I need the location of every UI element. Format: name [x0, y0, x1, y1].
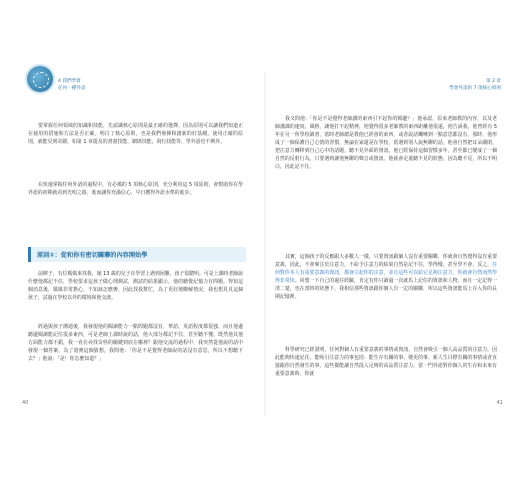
- left-running-header: [58, 78, 86, 92]
- highlighted-key-sentence: 任何對你本人有重要意義的資訊，都會引起你的注意，並且這些可以給它足夠注意力，你就會自然而然學得非常快: [275, 262, 497, 284]
- right-paragraph-2: [275, 253, 497, 301]
- left-page-number: 40: [22, 400, 29, 406]
- left-header-line2: 任何一種外語: [58, 86, 86, 91]
- right-paragraph-2-end: 。回想一下自己的過往經驗，肯定有你只讀過一次就馬上記住的資訊和人物，而且一定記得一清二楚，也在當時的狀態下，我相信那些資訊跟你個人有一定的關聯，所以這些資訊能馬上存入你的長期記憶裡。: [275, 278, 497, 300]
- left-header-line1: 4 我們學會: [58, 79, 81, 84]
- left-paragraph-1: 要掌握任何領域的知識和技能，先認識核心原則是最正確的選擇，因為原則可以讓我們知道正在使用的措施和方法是否正確。明白了核心原則，也是我們發揮和創新的好基礎。使用正確的原則，就能見到奇蹟，如第 1 章提及的書畫技能、網球技能，飛行技能等，學外語也不例外。: [28, 123, 243, 145]
- left-page: [20, 70, 265, 420]
- left-paragraph-4: 經過與孩子溝通後，我發現他的閱讀能力一點問題都沒有，華語、英語程度都很強，而且他邊聽邊閱讀能記住很多東西，可是老師上課時說的話，他大部分都記不住，甚至聽不懂。既然他其他方面能力都不錯，我一直在尋找奇怪的關鍵到底在哪裡？跟他交流的過程中，我突然從他說的話中發現一個答案，為了證實這個猜想，我問他：「你是不是覺得老師說的話沒有意思，所以不想聽下去？」他說：「是！你怎麼知道？」: [28, 324, 243, 362]
- section-heading: [28, 247, 246, 262]
- left-paragraph-2: 在快速掌握任何外語的過程中，有必備的 5 項核心原則，充分利用這 5 項原則，會幫助你在學外語的初期就看到光明之路，進而讓你充滿信心，早日獲得外語水準的進步。: [28, 182, 243, 196]
- right-page-number: 41: [496, 400, 503, 406]
- right-header-line1: 第 2 章: [485, 79, 501, 84]
- right-running-header: [449, 78, 501, 92]
- right-header-line2: 學會外語的 7 項核心原則: [449, 86, 501, 91]
- right-page: [267, 70, 507, 420]
- chapter-emblem-icon: [27, 66, 53, 92]
- right-paragraph-2-start: 其實，這個孩子的反應跟大多數人一樣，只要資訊跟個人沒有重要關聯，你就會自然覺得沒有重要意義，因此，不會專注於注意力，不給予注意力的結果自然是記不住，學得慢，甚至學不會，反之，: [275, 254, 497, 268]
- section-title: 原則①：從和你有密切關聯的內容開始學: [37, 252, 148, 259]
- right-paragraph-3: 科學研究已經證明，任何對個人有重要意義的事情或資訊，自然會吸引一個人高品質的注意力，因此能夠快速記住。能吸引注意力的事包括：能生存有關的事、變更的事、新人生目標有關的事情或者直接跟你自然發生的事，這些都能讓自然投入足夠的高品質注意力，當一門外語對你個人的生存和未來有重要意義時，你就: [275, 347, 497, 377]
- right-paragraph-1: 我又問他：「你是不是覺得老師講的東西引不起你的興趣？」他承認，原來老師教的內容，以及老師講課的速度、風格，讓他打不起精神，他覺得很多老師教的東西距離他很遠，他告訴我，他曾經有 5 年在另一所學校讀書，當時老師總是教他已經會的東西，或者說話囉嗦到一點意思都沒有，那時，他形成了一個保護自己心情的習慣，無論在家還是在學校，當遇到別人說無聊的話，他會自然把耳朵關閉，把注意力轉移到自己心中的話題，聽不見外面的資訊。他已經保持這個習慣多年，甚至都已變成了一個自然的反射行為，只要遇到讓他無聊的聲音或資訊，他就會走進聽不見的狀態，因為聽不見，所以不明白，因此記不住。: [275, 116, 497, 170]
- left-paragraph-3: 前陣子，有位媽媽來找我，她 13 歲的兒子在學習上遇到困難，孩子很聰明。可是上課時老師說什麼他都記不住，學校要求這孩子做心理測試，測試的結果顯示，他的聽覺記憶力有問題，得知這個消息後，媽媽非常擔心，不知該怎麼辦，因此找我幫忙，為了更好地瞭解情況，我也想見見這個孩子，試過在學校以外的環境和他交談。: [28, 271, 243, 301]
